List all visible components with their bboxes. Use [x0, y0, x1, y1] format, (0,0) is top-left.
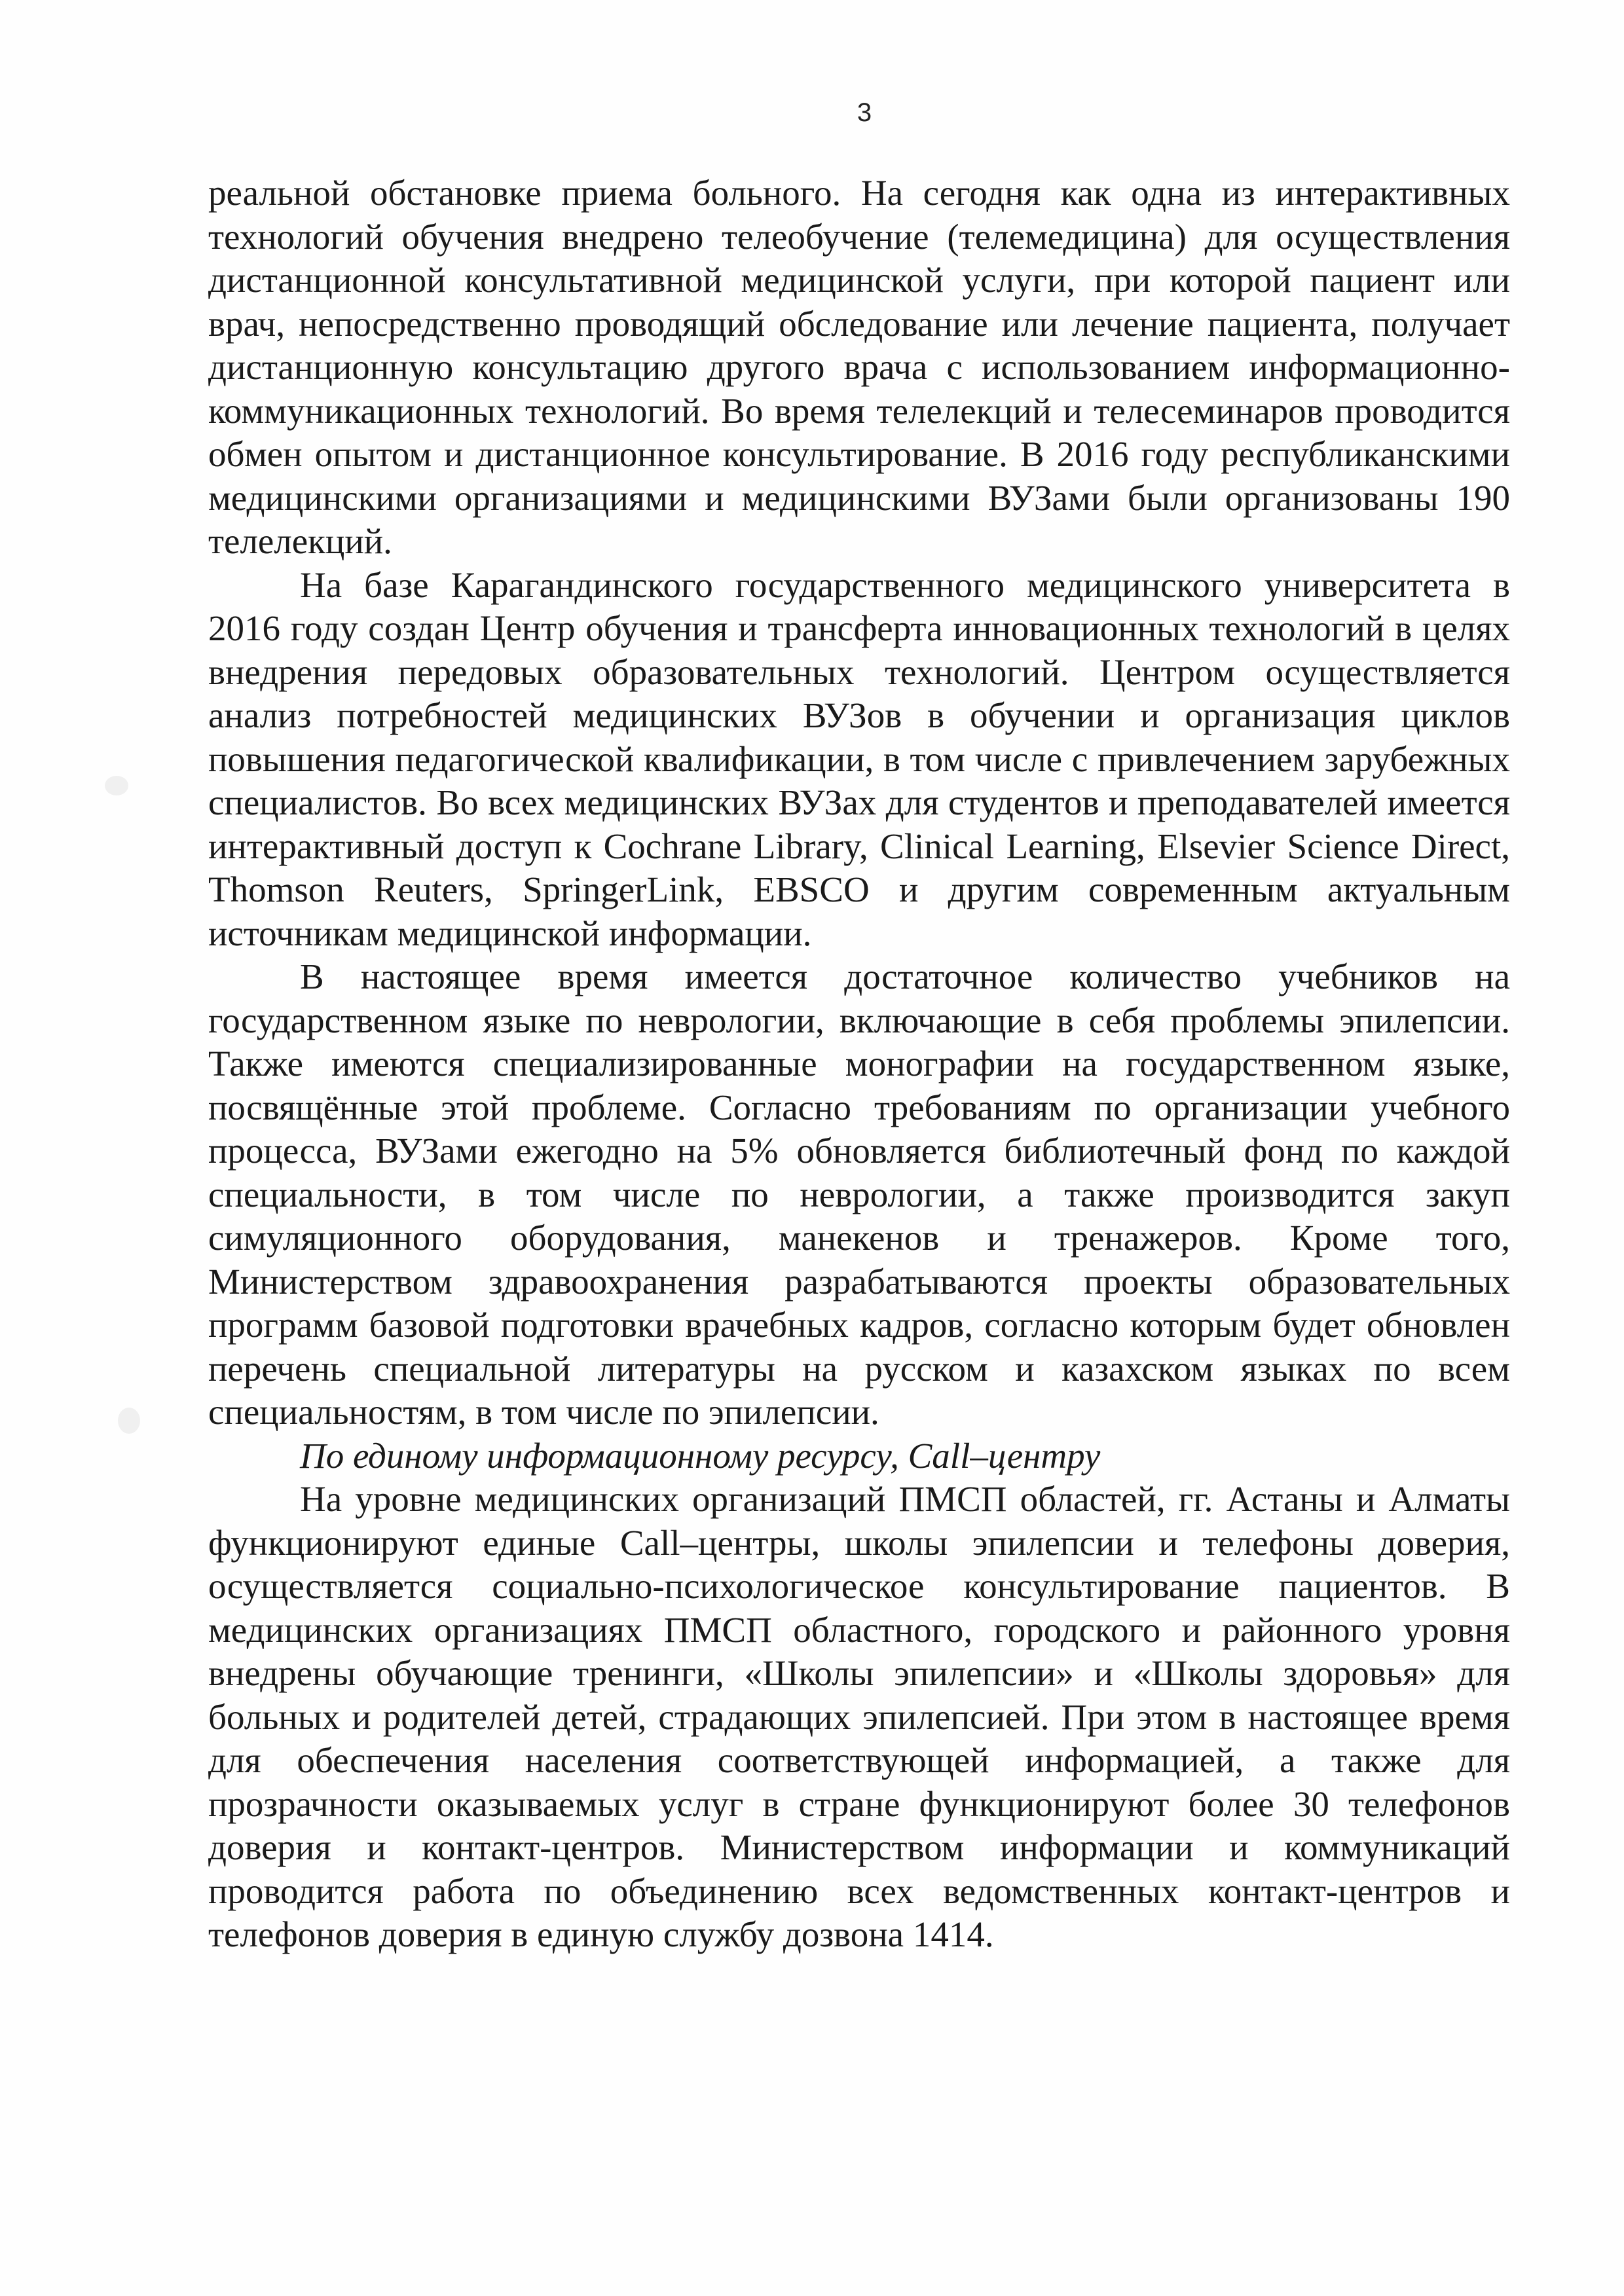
section-heading: По единому информационному ресурсу, Call–центру	[300, 1435, 1101, 1476]
scan-artifact	[118, 1408, 140, 1434]
paragraph-call-centers: На уровне медицинских организаций ПМСП областей, гг. Астаны и Алматы функционируют единые Call–центры, школы эпилепсии и телефоны доверия, осуществляется социально-психологическое консультирование пациентов. В медицинских организациях ПМСП областного, городского и районного уровня внедрены обучающие тренинги, «Школы эпилепсии» и «Школы здоровья» для больных и родителей детей, страдающих эпилепсией. При этом в настоящее время для обеспечения населения соответствующей информацией, а также для прозрачности оказываемых услуг в стране функционируют более 30 телефонов доверия и контакт-центров. Министерством информации и коммуникаций проводится работа по объединению всех ведомственных контакт-центров и телефонов доверия в единую службу дозвона 1414.	[208, 1479, 1510, 1954]
document-body	[208, 172, 1510, 1957]
paragraph-continuation: реальной обстановке приема больного. На сегодня как одна из интерактивных технологий обучения внедрено телеобучение (телемедицина) для осуществления дистанционной консультативной медицинской услуги, при которой пациент или врач, непосредственно проводящий обследование или лечение пациента, получает дистанционную консультацию другого врача с использованием информационно-коммуникационных технологий. Во время телелекций и телесеминаров проводится обмен опытом и дистанционное консультирование. В 2016 году республиканскими медицинскими организациями и медицинскими ВУЗами были организованы 190 телелекций.	[208, 173, 1510, 561]
paragraph-karaganda-center: На базе Карагандинского государственного медицинского университета в 2016 году создан Центр обучения и трансферта инновационных технологий в целях внедрения передовых образовательных технологий. Центром осуществляется анализ потребностей медицинских ВУЗов в обучении и организация циклов повышения педагогической квалификации, в том числе с привлечением зарубежных специалистов. Во всех медицинских ВУЗах для студентов и преподавателей имеется интерактивный доступ к Cochrane Library, Clinical Learning, Elsevier Science Direct, Thomson Reuters, SpringerLink, EBSCO и другим современным актуальным источникам медицинской информации.	[208, 564, 1510, 953]
page-number: 3	[857, 98, 872, 127]
paragraph-textbooks: В настоящее время имеется достаточное количество учебников на государственном языке по неврологии, включающие в себя проблемы эпилепсии. Также имеются специализированные монографии на государственном языке, посвящённые этой проблеме. Согласно требованиям по организации учебного процесса, ВУЗами ежегодно на 5% обновляется библиотечный фонд по каждой специальности, в том числе по неврологии, а также производится закуп симуляционного оборудования, манекенов и тренажеров. Кроме того, Министерством здравоохранения разрабатываются проекты образовательных программ базовой подготовки врачебных кадров, согласно которым будет обновлен перечень специальной литературы на русском и казахском языках по всем специальностям, в том числе по эпилепсии.	[208, 957, 1510, 1432]
scan-artifact	[105, 776, 128, 795]
